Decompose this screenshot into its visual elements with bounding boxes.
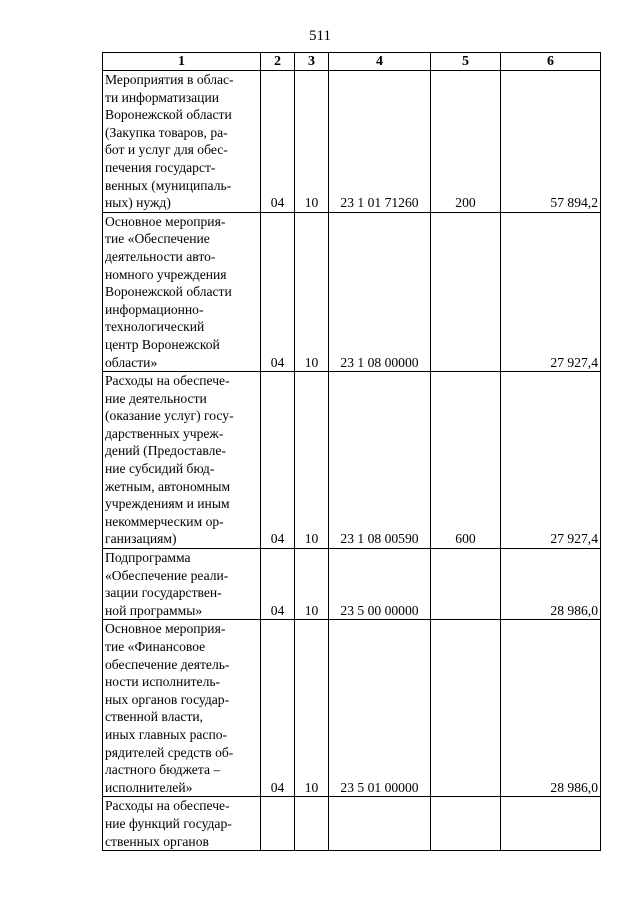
- table-row: [103, 797, 601, 851]
- target-code-cell: [329, 797, 431, 851]
- table-row: [103, 212, 601, 371]
- row-name-line: жетным, автономным: [105, 478, 231, 494]
- expense-type-cell: [431, 620, 501, 797]
- amount-cell: 27 927,4: [501, 212, 601, 371]
- page-number: 511: [309, 28, 331, 44]
- subsection-cell: 10: [295, 549, 329, 620]
- row-name-cell: [103, 372, 261, 549]
- row-name-line: бот и услуг для обес-: [105, 142, 228, 158]
- row-name-line: центр Воронежской: [105, 336, 220, 352]
- target-code-cell: 23 5 00 00000: [329, 549, 431, 620]
- amount-cell: 28 986,0: [501, 549, 601, 620]
- expense-type-cell: [431, 212, 501, 371]
- row-name-line: учреждениям и иным: [105, 496, 230, 512]
- row-name-line: печения государст-: [105, 159, 216, 175]
- expense-type-cell: [431, 549, 501, 620]
- table-header-row: [103, 53, 601, 71]
- row-name-line: дарственных учреж-: [105, 425, 224, 441]
- column-header-expense-type: 5: [431, 53, 501, 71]
- target-code-cell: 23 1 08 00590: [329, 372, 431, 549]
- row-name-line: ти информатизации: [105, 89, 219, 105]
- row-name-line: ных органов государ-: [105, 691, 230, 707]
- column-header-amount: 6: [501, 53, 601, 71]
- amount-cell: 27 927,4: [501, 372, 601, 549]
- subsection-cell: 10: [295, 212, 329, 371]
- row-name-line: обеспечение деятель-: [105, 656, 230, 672]
- row-name-line: области»: [105, 354, 158, 370]
- row-name-line: ластного бюджета –: [105, 762, 221, 778]
- row-name-cell: [103, 71, 261, 213]
- table-row: [103, 549, 601, 620]
- row-name-line: ние деятельности: [105, 390, 207, 406]
- expense-type-cell: [431, 797, 501, 851]
- amount-cell: 28 986,0: [501, 620, 601, 797]
- row-name-line: «Обеспечение реали-: [105, 567, 229, 583]
- subsection-cell: 10: [295, 372, 329, 549]
- row-name-line: Подпрограмма: [105, 550, 191, 566]
- amount-cell: 57 894,2: [501, 71, 601, 213]
- row-name-line: иных главных распо-: [105, 726, 228, 742]
- row-name-cell: [103, 212, 261, 371]
- table-body: [103, 71, 601, 851]
- row-name-line: ганизациям): [105, 531, 177, 547]
- row-name-line: ние субсидий бюд-: [105, 461, 215, 477]
- expense-type-cell: 600: [431, 372, 501, 549]
- section-cell: 04: [261, 212, 295, 371]
- row-name-line: дений (Предоставле-: [105, 443, 226, 459]
- row-name-line: Воронежской области: [105, 284, 232, 300]
- row-name-line: некоммерческим ор-: [105, 513, 224, 529]
- row-name-line: рядителей средств об-: [105, 744, 234, 760]
- row-name-line: ственных органов: [105, 833, 209, 849]
- subsection-cell: 10: [295, 620, 329, 797]
- section-cell: 04: [261, 620, 295, 797]
- column-header-name: 1: [103, 53, 261, 71]
- row-name-line: ных) нужд): [105, 195, 171, 211]
- row-name-line: Основное мероприя-: [105, 621, 226, 637]
- section-cell: 04: [261, 71, 295, 213]
- subsection-cell: [295, 797, 329, 851]
- row-name-line: ние функций государ-: [105, 815, 232, 831]
- row-name-line: ной программы»: [105, 602, 203, 618]
- row-name-line: тие «Обеспечение: [105, 231, 210, 247]
- section-cell: 04: [261, 549, 295, 620]
- table-row: [103, 620, 601, 797]
- row-name-line: ности исполнитель-: [105, 674, 221, 690]
- column-header-section: 2: [261, 53, 295, 71]
- row-name-line: номного учреждения: [105, 266, 227, 282]
- row-name-line: зации государствен-: [105, 585, 222, 601]
- target-code-cell: 23 1 01 71260: [329, 71, 431, 213]
- row-name-line: Расходы на обеспече-: [105, 798, 230, 814]
- row-name-line: деятельности авто-: [105, 248, 216, 264]
- row-name-cell: [103, 620, 261, 797]
- row-name-cell: [103, 797, 261, 851]
- budget-table: [102, 52, 601, 851]
- row-name-line: (Закупка товаров, ра-: [105, 124, 228, 140]
- row-name-cell: [103, 549, 261, 620]
- table-row: [103, 372, 601, 549]
- row-name-line: (оказание услуг) госу-: [105, 408, 234, 424]
- subsection-cell: 10: [295, 71, 329, 213]
- row-name-line: венных (муниципаль-: [105, 177, 232, 193]
- row-name-line: ственной власти,: [105, 709, 204, 725]
- section-cell: [261, 797, 295, 851]
- expense-type-cell: 200: [431, 71, 501, 213]
- row-name-line: Основное мероприя-: [105, 213, 226, 229]
- row-name-line: Воронежской области: [105, 107, 232, 123]
- table-row: [103, 71, 601, 213]
- row-name-line: технологический: [105, 319, 205, 335]
- column-header-target-code: 4: [329, 53, 431, 71]
- section-cell: 04: [261, 372, 295, 549]
- target-code-cell: 23 5 01 00000: [329, 620, 431, 797]
- row-name-line: Мероприятия в облас-: [105, 72, 234, 87]
- row-name-line: Расходы на обеспече-: [105, 373, 230, 389]
- row-name-line: информационно-: [105, 301, 204, 317]
- column-header-subsection: 3: [295, 53, 329, 71]
- row-name-line: тие «Финансовое: [105, 639, 206, 654]
- target-code-cell: 23 1 08 00000: [329, 212, 431, 371]
- row-name-line: исполнителей»: [105, 779, 193, 795]
- amount-cell: [501, 797, 601, 851]
